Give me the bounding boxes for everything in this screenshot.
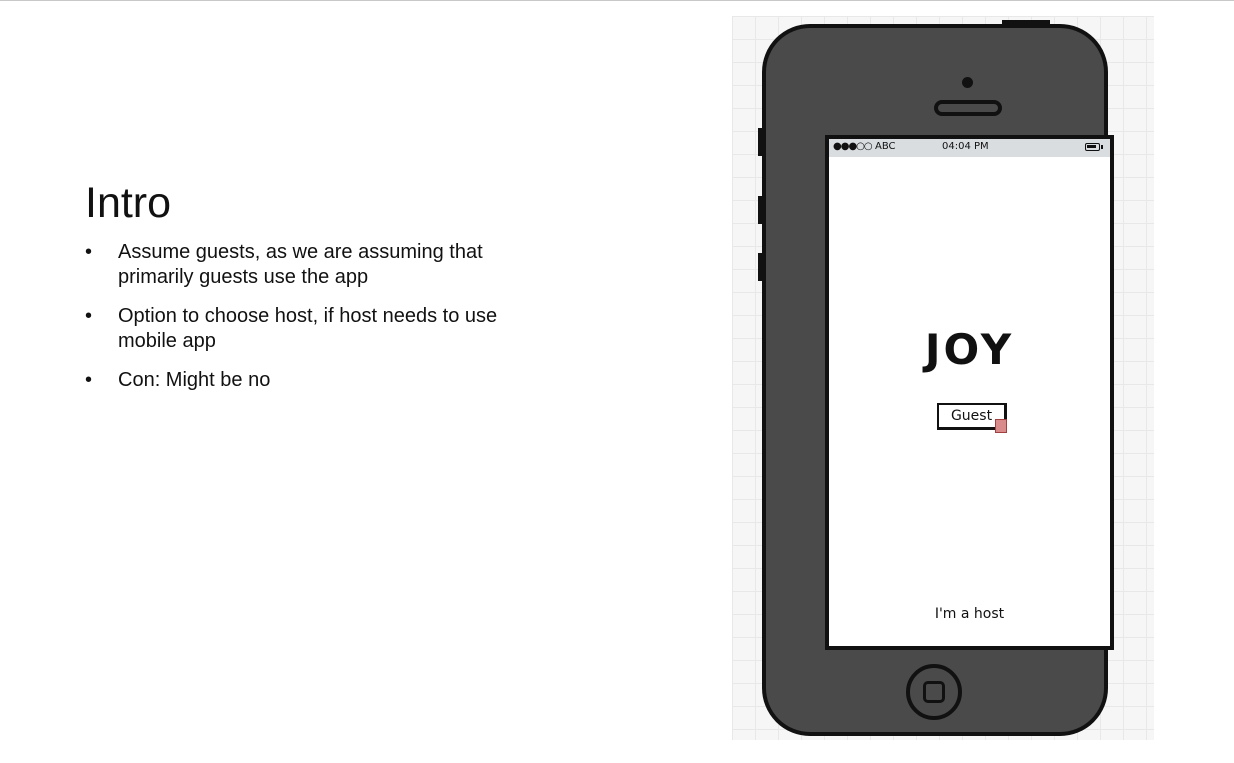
bullet-item	[85, 368, 525, 393]
host-link[interactable]: I'm a host	[934, 606, 1005, 622]
battery-icon	[1085, 143, 1100, 151]
power-button	[1002, 20, 1050, 25]
speaker-icon	[934, 100, 1002, 116]
bullet-marker: •	[85, 241, 93, 263]
bullet-text: Option to choose host, if host needs to use mobile app	[118, 305, 498, 352]
home-square-icon	[923, 681, 945, 703]
bullet-item	[85, 240, 525, 290]
camera-icon	[962, 77, 973, 88]
phone-frame	[762, 24, 1108, 736]
bullet-text: Assume guests, as we are assuming that primarily guests use the app	[118, 241, 483, 288]
bullet-marker: •	[85, 305, 93, 327]
signal-strength-icon: ●●●○○	[833, 141, 872, 152]
app-logo: JOY	[924, 325, 1015, 374]
pointer-icon	[995, 419, 1007, 433]
slide-title: Intro	[85, 179, 172, 227]
bullet-list	[85, 240, 525, 407]
bullet-text: Con: Might be no	[118, 369, 271, 391]
mockup-canvas	[732, 16, 1154, 740]
bullet-item	[85, 304, 525, 354]
status-bar	[829, 139, 1110, 157]
status-time: 04:04 PM	[942, 141, 989, 152]
phone-screen	[825, 135, 1114, 650]
carrier-label: ABC	[875, 141, 896, 152]
volume-down-button	[758, 253, 763, 281]
guest-button[interactable]: Guest	[937, 403, 1007, 430]
home-button[interactable]	[906, 664, 962, 720]
mute-switch	[758, 128, 763, 156]
bullet-marker: •	[85, 369, 93, 391]
volume-up-button	[758, 196, 763, 224]
